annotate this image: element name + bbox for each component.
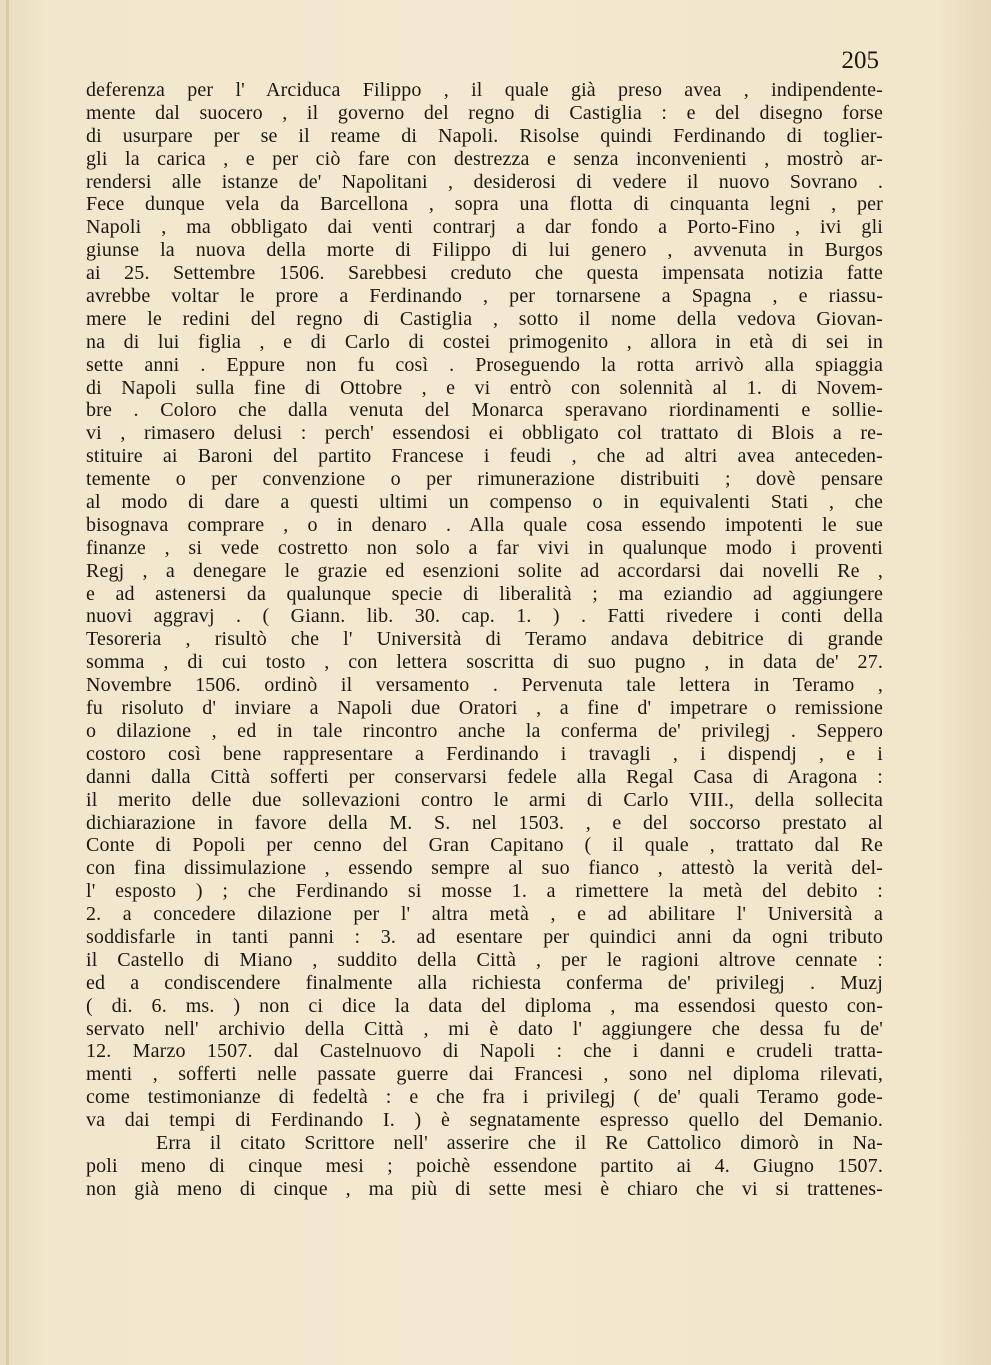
page-gutter: [6, 0, 9, 1365]
text-line: avrebbe voltar le prore a Ferdinando , per tornarsene a Spagna , e riassu-: [86, 285, 883, 308]
text-line: menti , sofferti nelle passate guerre dai Francesi , sono nel diploma rilevati,: [86, 1063, 883, 1086]
text-line: danni dalla Città sofferti per conservarsi fedele alla Regal Casa di Aragona :: [86, 765, 883, 788]
page-number: 205: [841, 47, 879, 74]
body-text: [86, 79, 883, 1201]
text-line: ( di. 6. ms. ) non ci dice la data del diploma , ma essendosi questo con-: [86, 994, 883, 1017]
text-line: somma , di cui tosto , con lettera soscritta di suo pugno , in data de' 27.: [86, 651, 883, 674]
text-line: gli la carica , e per ciò fare con destrezza e senza inconvenienti , mostrò ar-: [86, 147, 883, 170]
text-line: nuovi aggravj . ( Giann. lib. 30. cap. 1. ) . Fatti rivedere i conti della: [86, 605, 883, 628]
text-line: il merito delle due sollevazioni contro le armi di Carlo VIII., della sollecita: [86, 788, 883, 811]
text-line: temente o per convenzione o per rimunerazione distribuiti ; dovè pensare: [86, 468, 883, 491]
text-line: di Napoli sulla fine di Ottobre , e vi entrò con solennità al 1. di Novem-: [86, 376, 883, 399]
text-line: mente dal suocero , il governo del regno di Castiglia : e del disegno forse: [86, 101, 883, 124]
text-line: Fece dunque vela da Barcellona , sopra una flotta di cinquanta legni , per: [86, 193, 883, 216]
text-line: sette anni . Eppure non fu così . Proseguendo la rotta arrivò alla spiaggia: [86, 353, 883, 376]
text-line: Erra il citato Scrittore nell' asserire che il Re Cattolico dimorò in Na-: [156, 1131, 883, 1154]
text-line: na di lui figlia , e di Carlo di costei primogenito , allora in età di sei in: [86, 330, 883, 353]
text-line: finanze , si vede costretto non solo a far vivi in qualunque modo i proventi: [86, 536, 883, 559]
text-line: va dai tempi di Ferdinando I. ) è segnatamente espresso quello del Demanio.: [86, 1109, 883, 1132]
text-line: 12. Marzo 1507. dal Castelnuovo di Napoli : che i danni e crudeli tratta-: [86, 1040, 883, 1063]
text-line: e ad astenersi da qualunque specie di liberalità ; ma eziandio ad aggiungere: [86, 582, 883, 605]
text-line: come testimonianze di fedeltà : e che fra i privilegj ( de' quali Teramo gode-: [86, 1086, 883, 1109]
text-line: vi , rimasero delusi : perch' essendosi ei obbligato col trattato di Blois a re-: [86, 422, 883, 445]
text-line: bre . Coloro che dalla venuta del Monarca speravano riordinamenti e sollie-: [86, 399, 883, 422]
text-line: mere le redini del regno di Castiglia , sotto il nome della vedova Giovan-: [86, 307, 883, 330]
text-line: ai 25. Settembre 1506. Sarebbesi creduto che questa impensata notizia fatte: [86, 262, 883, 285]
text-line: dichiarazione in favore della M. S. nel 1503. , e del soccorso prestato al: [86, 811, 883, 834]
text-line: Conte di Popoli per cenno del Gran Capitano ( il quale , trattato dal Re: [86, 834, 883, 857]
text-line: Novembre 1506. ordinò il versamento . Pervenuta tale lettera in Teramo ,: [86, 674, 883, 697]
text-line: deferenza per l' Arciduca Filippo , il quale già preso avea , indipendente-: [86, 79, 883, 101]
text-line: rendersi alle istanze de' Napolitani , desiderosi di vedere il nuovo Sovrano .: [86, 170, 883, 193]
text-line: Tesoreria , risultò che l' Università di Teramo andava debitrice di grande: [86, 628, 883, 651]
text-line: al modo di dare a questi ultimi un compenso o in equivalenti Stati , che: [86, 491, 883, 514]
text-line: o dilazione , ed in tale rincontro anche la conferma de' privilegj . Seppero: [86, 719, 883, 742]
text-line: fu risoluto d' inviare a Napoli due Oratori , a fine d' impetrare o remissione: [86, 697, 883, 720]
text-line: non già meno di cinque , ma più di sette mesi è chiaro che vi si trattenes-: [86, 1177, 883, 1200]
text-line: bisognava comprare , o in denaro . Alla quale cosa essendo impotenti le sue: [86, 513, 883, 536]
text-line: servato nell' archivio della Città , mi è dato l' aggiungere che dessa fu de': [86, 1017, 883, 1040]
text-line: il Castello di Miano , suddito della Città , per le ragioni altrove cennate :: [86, 948, 883, 971]
text-line: di usurpare per se il reame di Napoli. Risolse quindi Ferdinando di toglier-: [86, 124, 883, 147]
text-line: l' esposto ) ; che Ferdinando si mosse 1. a rimettere la metà del debito :: [86, 880, 883, 903]
text-line: costoro così bene rappresentare a Ferdinando i travagli , i dispendj , e i: [86, 742, 883, 765]
text-line: poli meno di cinque mesi ; poichè essendone partito ai 4. Giugno 1507.: [86, 1154, 883, 1177]
text-line: stituire ai Baroni del partito Francese i feudi , che ad altri avea anteceden-: [86, 445, 883, 468]
text-line: giunse la nuova della morte di Filippo di lui genero , avvenuta in Burgos: [86, 239, 883, 262]
text-line: con fina dissimulazione , essendo sempre al suo fianco , attestò la verità del-: [86, 857, 883, 880]
text-line: Napoli , ma obbligato dai venti contrarj a dar fondo a Porto-Fino , ivi gli: [86, 216, 883, 239]
text-line: 2. a concedere dilazione per l' altra metà , e ad abilitare l' Università a: [86, 903, 883, 926]
text-line: soddisfarle in tanti panni : 3. ad esentare per quindici anni da ogni tributo: [86, 925, 883, 948]
text-line: ed a condiscendere finalmente alla richiesta conferma de' privilegj . Muzj: [86, 971, 883, 994]
text-line: Regj , a denegare le grazie ed esenzioni solite ad accordarsi dai novelli Re ,: [86, 559, 883, 582]
